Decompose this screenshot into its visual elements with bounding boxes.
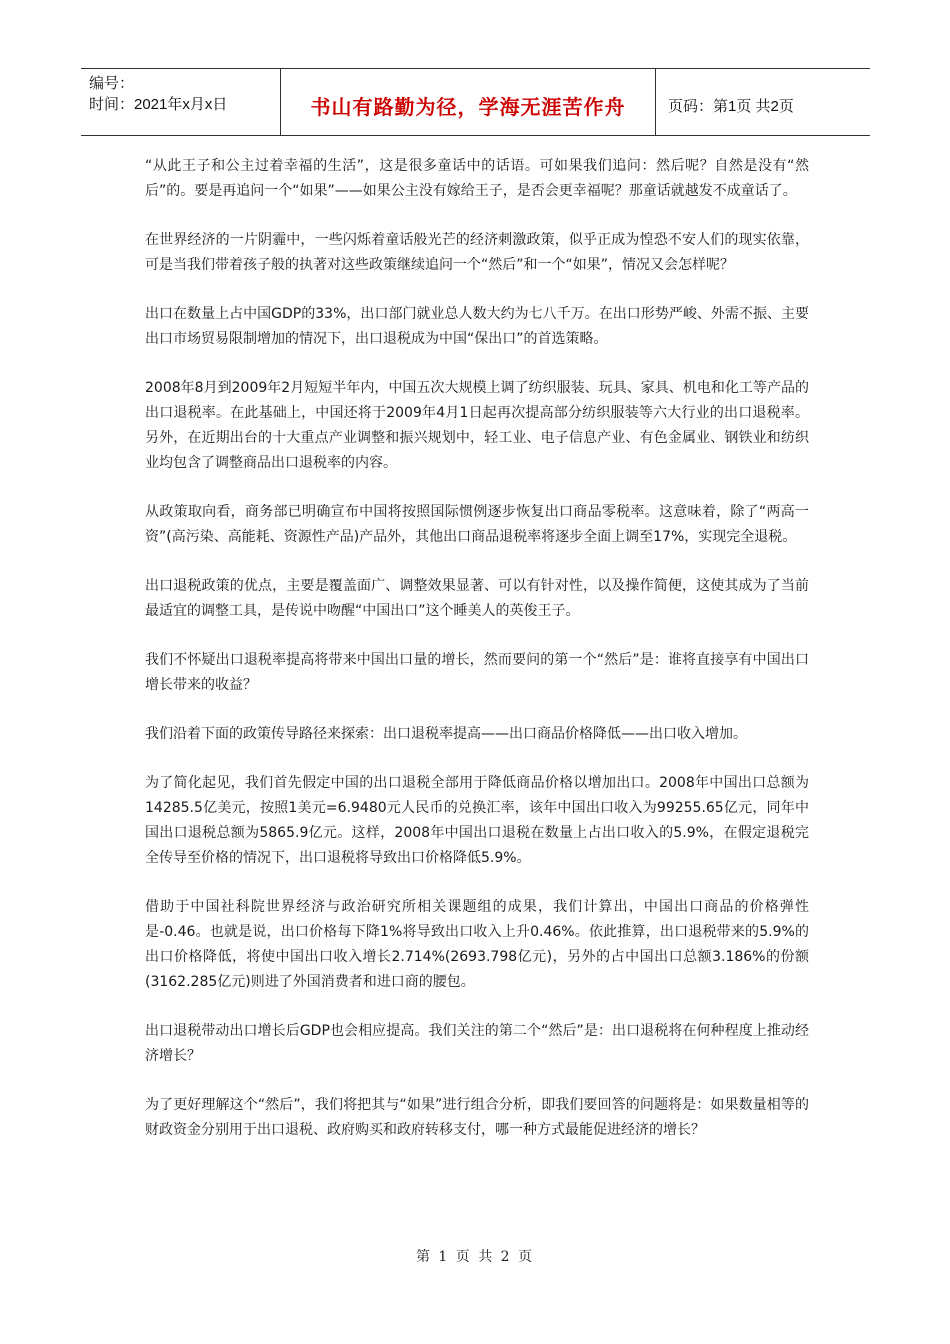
- paragraph: 我们不怀疑出口退税率提高将带来中国出口量的增长，然而要问的第一个“然后”是：谁将直接享有中国出口增长带来的收益？: [145, 652, 809, 693]
- paragraph: 我们沿着下面的政策传导路径来探索：出口退税率提高——出口商品价格降低——出口收入增加。: [145, 726, 747, 742]
- paragraph: 从政策取向看，商务部已明确宣布中国将按照国际惯例逐步恢复出口商品零税率。这意味着，除了“两高一资”(高污染、高能耗、资源性产品)产品外，其他出口商品退税率将逐步全面上调至17%，实现完全退税。: [145, 504, 809, 545]
- date-label: 时间：2021年x月x日: [89, 96, 228, 113]
- paragraph: 2008年8月到2009年2月短短半年内，中国五次大规模上调了纺织服装、玩具、家具、机电和化工等产品的出口退税率。在此基础上，中国还将于2009年4月1日起再次提高部分纺织服装等六大行业的出口退税率。另外，在近期出台的十大重点产业调整和振兴规划中，轻工业、电子信息产业、有色金属业、钢铁业和纺织业均包含了调整商品出口退税率的内容。: [145, 380, 809, 471]
- header-meta-cell: [81, 69, 281, 135]
- header-motto-cell: [281, 69, 656, 135]
- paragraph: 为了更好理解这个“然后”，我们将把其与“如果”进行组合分析，即我们要回答的问题将是：如果数量相等的财政资金分别用于出口退税、政府购买和政府转移支付，哪一种方式最能促进经济的增长？: [145, 1097, 809, 1138]
- article-body: [145, 154, 809, 1167]
- paragraph: 出口退税带动出口增长后GDP也会相应提高。我们关注的第二个“然后”是：出口退税将在何种程度上推动经济增长？: [145, 1023, 809, 1064]
- page-header: [81, 68, 870, 136]
- paragraph: 出口退税政策的优点，主要是覆盖面广、调整效果显著、可以有针对性，以及操作简便，这使其成为了当前最适宜的调整工具，是传说中吻醒“中国出口”这个睡美人的英俊王子。: [145, 578, 809, 619]
- paragraph: 出口在数量上占中国GDP的33%，出口部门就业总人数大约为七八千万。在出口形势严峻、外需不振、主要出口市场贸易限制增加的情况下，出口退税成为中国“保出口”的首选策略。: [145, 306, 809, 347]
- paragraph: 借助于中国社科院世界经济与政治研究所相关课题组的成果，我们计算出，中国出口商品的价格弹性是-0.46。也就是说，出口价格每下降1%将导致出口收入上升0.46%。依此推算，出口退税带来的5.9%的出口价格降低，将使中国出口收入增长2.714%(2693.798亿元)，另外的占中国出口总额3.186%的份额(3162.285亿元)则进了外国消费者和进口商的腰包。: [145, 899, 809, 990]
- paragraph: 在世界经济的一片阴霾中，一些闪烁着童话般光芒的经济刺激政策，似乎正成为惶恐不安人们的现实依靠，可是当我们带着孩子般的执著对这些政策继续追问一个“然后”和一个“如果”，情况又会怎样呢？: [145, 232, 809, 273]
- paragraph: 为了简化起见，我们首先假定中国的出口退税全部用于降低商品价格以增加出口。2008年中国出口总额为14285.5亿美元，按照1美元=6.9480元人民币的兑换汇率，该年中国出口收入为99255.65亿元，同年中国出口退税总额为5865.9亿元。这样，2008年中国出口退税在数量上占出口收入的5.9%，在假定退税完全传导至价格的情况下，出口退税将导致出口价格降低5.9%。: [145, 775, 809, 866]
- header-page-cell: [656, 69, 870, 135]
- page-footer: 第 1 页 共 2 页: [415, 1249, 535, 1265]
- paragraph: “从此王子和公主过着幸福的生活”，这是很多童话中的话语。可如果我们追问：然后呢？自然是没有“然后”的。要是再追问一个“如果”——如果公主没有嫁给王子，是否会更幸福呢？那童话就越发不成童话了。: [145, 158, 809, 199]
- number-label: 编号：: [89, 75, 135, 92]
- page-code: 页码：第1页 共2页: [668, 97, 794, 115]
- motto-text: 书山有路勤为径，学海无涯苦作舟: [310, 94, 626, 119]
